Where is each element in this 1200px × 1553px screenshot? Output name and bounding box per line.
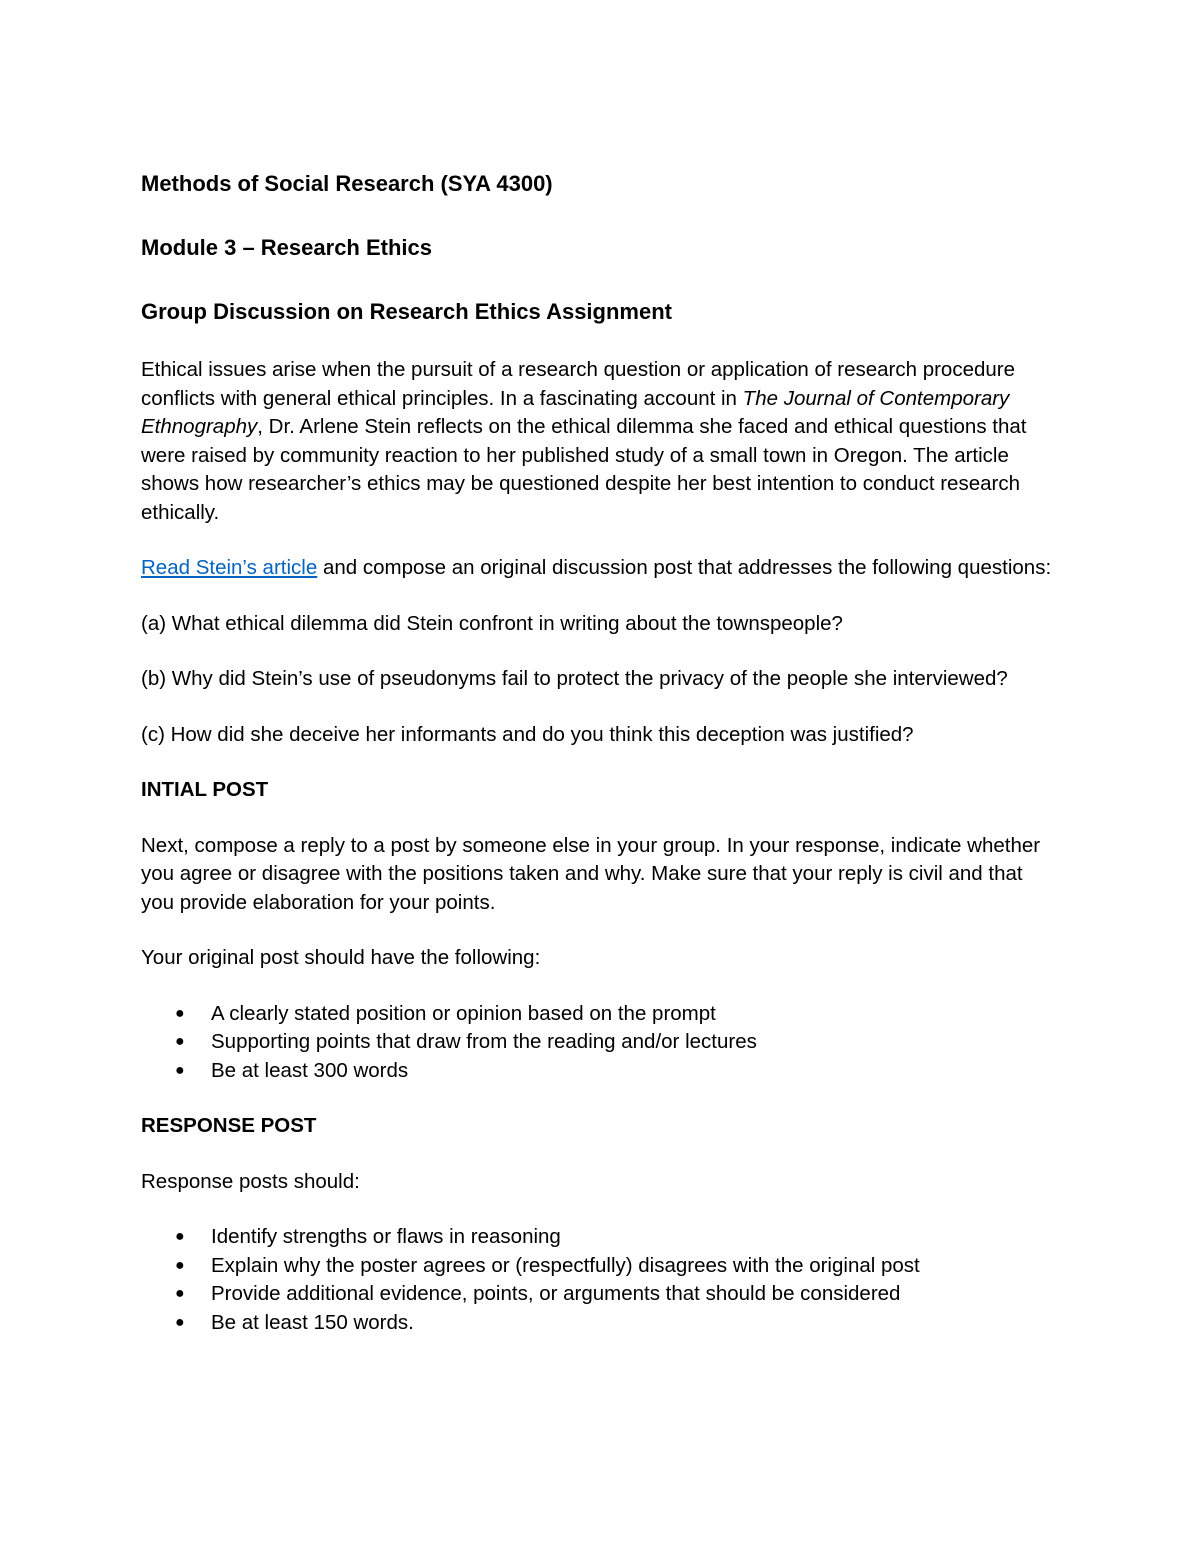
list-item-text: Supporting points that draw from the reading and/or lectures [211,1030,757,1053]
document-page [141,168,1061,1364]
bullet-icon: ● [175,1033,185,1050]
original-post-requirements-list [141,1000,1061,1086]
question-c: (c) How did she deceive her informants and do you think this deception was justified? [141,722,914,746]
list-item-text: Provide additional evidence, points, or arguments that should be considered [211,1282,901,1305]
reply-instructions: Next, compose a reply to a post by someone else in your group. In your response, indicate whether you agree or disagree with the positions taken and why. Make sure that your reply is civil and that you provide elaboration for your points. [141,833,1041,914]
list-item-text: Be at least 300 words [211,1058,409,1082]
list-item [141,1280,1061,1309]
list-item [141,1000,1061,1029]
instructions-text: and compose an original discussion post that addresses the following questions: [317,556,1052,579]
module-title: Module 3 – Research Ethics [141,235,432,260]
list-item-text: Explain why the poster agrees or (respectfully) disagrees with the original post [211,1253,920,1277]
response-post-requirements-list [141,1223,1061,1337]
stein-article-link[interactable]: Read Stein’s article [141,556,318,579]
assignment-title: Group Discussion on Research Ethics Assignment [141,299,672,324]
intro-text-part2: , Dr. Arlene Stein reflects on the ethical dilemma she faced and ethical questions that were raised by community reaction to her published study of a small town in Oregon. The article shows how researcher’s ethics may be questioned despite her best intention to conduct research ethically. [141,415,1027,524]
bullet-icon: ● [175,1285,185,1302]
intro-text-part1: Ethical issues arise when the pursuit of a research question or application of research procedure conflicts with general ethical principles. In a fascinating account in [141,358,1016,410]
list-item [141,1252,1061,1281]
original-post-requirements-intro: Your original post should have the following: [141,946,541,969]
question-a: (a) What ethical dilemma did Stein confront in writing about the townspeople? [141,611,843,635]
intro-paragraph [141,356,1061,527]
initial-post-heading: INTIAL POST [141,778,269,801]
journal-name: The Journal of Contemporary Ethnography [141,386,1010,438]
response-post-intro: Response posts should: [141,1169,360,1193]
list-item [141,1057,1061,1086]
bullet-icon: ● [175,1061,185,1079]
list-item [141,1309,1061,1338]
list-item [141,1223,1061,1252]
bullet-icon: ● [175,1256,185,1274]
instructions-paragraph [141,554,1061,583]
question-b: (b) Why did Stein’s use of pseudonyms fail to protect the privacy of the people she interviewed? [141,667,1008,690]
bullet-icon: ● [175,1313,185,1331]
course-title: Methods of Social Research (SYA 4300) [141,171,553,196]
response-post-heading: RESPONSE POST [141,1114,317,1137]
list-item-text: Be at least 150 words. [211,1310,414,1334]
bullet-icon: ● [175,1004,185,1022]
list-item-text: A clearly stated position or opinion based on the prompt [211,1001,716,1025]
list-item-text: Identify strengths or flaws in reasoning [211,1225,561,1248]
list-item [141,1028,1061,1057]
bullet-icon: ● [175,1228,185,1245]
